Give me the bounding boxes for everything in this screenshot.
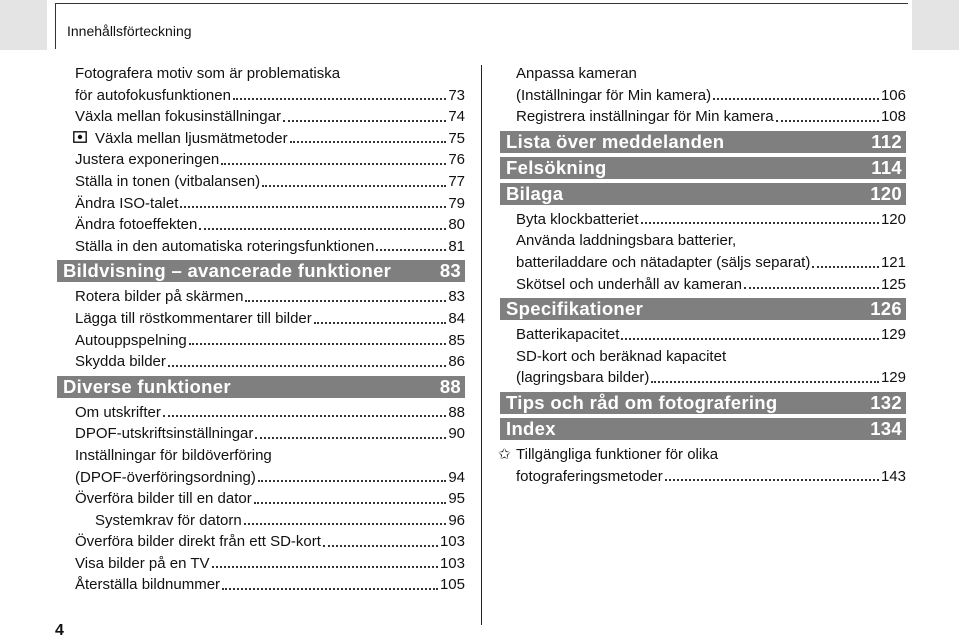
toc-entry[interactable]: fotograferingsmetoder 143 [516,467,906,485]
toc-entry[interactable]: Återställa bildnummer 105 [75,576,465,594]
section-header-bilaga[interactable]: Bilaga 120 [500,183,906,205]
toc-entry[interactable]: (Inställningar för Min kamera) 106 [516,86,906,104]
column-divider [481,65,482,625]
star-outline-icon: ✩ [498,445,511,463]
toc-entry[interactable]: (lagringsbara bilder) 129 [516,369,906,387]
toc-subentry[interactable]: Systemkrav för datorn 96 [95,511,465,529]
toc-left-column [63,63,465,596]
toc-entry-line: SD-kort och beräknad kapacitet [516,347,727,365]
toc-entry-line: Fotografera motiv som är problematiska [75,65,341,82]
section-header-diverse[interactable]: Diverse funktioner 88 [57,376,465,398]
toc-entry[interactable]: (DPOF-överföringsordning) 94 [75,468,465,486]
toc-right-column [498,63,906,487]
section-header-felsokning[interactable]: Felsökning 114 [500,157,906,179]
toc-entry[interactable]: Byta klockbatteriet 120 [516,210,906,228]
toc-entry[interactable]: för autofokusfunktionen 73 [75,86,465,104]
page-title: Innehållsförteckning [67,23,192,39]
toc-entry[interactable]: Batterikapacitet 129 [516,326,906,344]
toc-entry[interactable]: DPOF-utskriftsinställningar 90 [75,425,465,443]
corner-block-right [912,0,959,50]
toc-entry[interactable]: Skötsel och underhåll av kameran 125 [516,275,906,293]
toc-entry[interactable]: batteriladdare och nätadapter (säljs separat) 121 [516,253,906,271]
page-number: 4 [55,622,64,639]
toc-entry[interactable]: Rotera bilder på skärmen 83 [75,288,465,306]
toc-entry[interactable]: Växla mellan ljusmätmetoder 75 [75,128,465,150]
toc-entry[interactable]: Ändra ISO-talet 79 [75,194,465,212]
toc-entry-line: Inställningar för bildöverföring [75,446,272,464]
section-header-index[interactable]: Index 134 [500,418,906,440]
toc-entry[interactable]: Skydda bilder 86 [75,353,465,371]
toc-entry-line: ✩ Tillgängliga funktioner för olika [498,444,906,466]
section-header-lista[interactable]: Lista över meddelanden 112 [500,131,906,153]
toc-entry[interactable]: Lägga till röstkommentarer till bilder 84 [75,309,465,327]
toc-entry[interactable]: Överföra bilder till en dator 95 [75,490,465,508]
toc-entry[interactable]: Autouppspelning 85 [75,331,465,349]
toc-entry[interactable]: Växla mellan fokusinställningar 74 [75,108,465,126]
toc-entry[interactable]: Justera exponeringen 76 [75,151,465,169]
toc-entry[interactable]: Visa bilder på en TV 103 [75,554,465,572]
toc-entry[interactable]: Ändra fotoeffekten 80 [75,216,465,234]
section-header-bildvisning[interactable]: Bildvisning – avancerade funktioner 83 [57,260,465,282]
toc-entry-line: Använda laddningsbara batterier, [516,232,737,250]
toc-entry[interactable]: Ställa in den automatiska roteringsfunktionen 81 [75,237,465,255]
toc-entry-line: Anpassa kameran [516,65,637,82]
toc-entry[interactable]: Ställa in tonen (vitbalansen) 77 [75,172,465,190]
section-header-specifikationer[interactable]: Specifikationer 126 [500,298,906,320]
section-header-tips[interactable]: Tips och råd om fotografering 132 [500,392,906,414]
toc-entry[interactable]: Överföra bilder direkt från ett SD-kort 103 [75,533,465,551]
toc-entry[interactable]: Registrera inställningar för Min kamera 108 [516,108,906,126]
toc-entry[interactable]: Om utskrifter 88 [75,403,465,421]
corner-block-left [0,0,47,50]
metering-icon [73,128,87,150]
